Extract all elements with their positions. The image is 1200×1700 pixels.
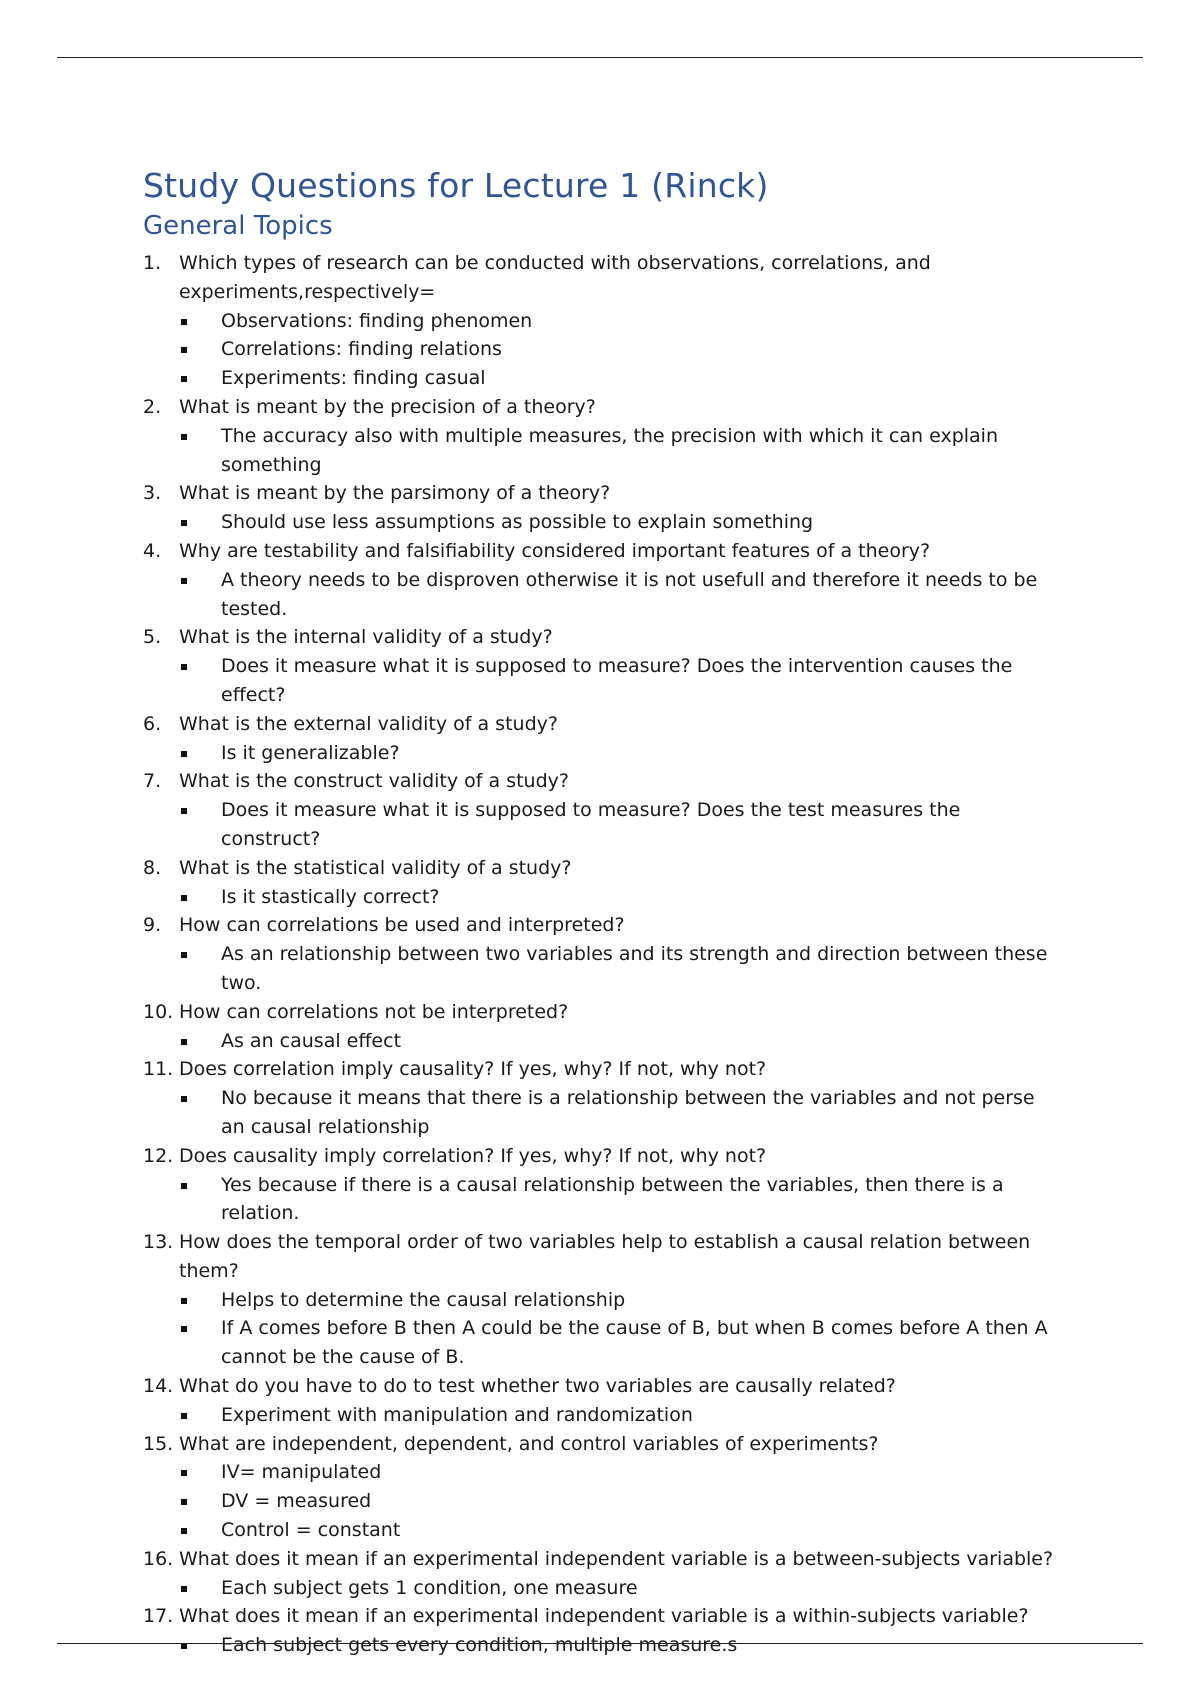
header-rule — [57, 57, 1143, 58]
document-title: Study Questions for Lecture 1 (Rinck) — [143, 166, 769, 205]
square-bullet-icon — [181, 1470, 187, 1476]
question-text: What are independent, dependent, and control variables of experiments? — [179, 1432, 879, 1455]
answer-text: Each subject gets every condition, multiple measure.s — [221, 1634, 738, 1657]
square-bullet-icon — [181, 434, 187, 440]
answer-list — [179, 940, 1063, 998]
answer-item — [179, 422, 1063, 480]
square-bullet-icon — [181, 751, 187, 757]
answer-item — [179, 1487, 1063, 1516]
question-item — [143, 911, 1063, 997]
answer-item — [179, 940, 1063, 998]
question-text: What does it mean if an experimental independent variable is a within-subjects variable? — [179, 1605, 1029, 1628]
question-number: 10. — [143, 1000, 174, 1023]
question-item — [143, 623, 1063, 709]
answer-list — [179, 1458, 1063, 1544]
answer-text: The accuracy also with multiple measures, the precision with which it can explain something — [221, 424, 998, 476]
answer-item — [179, 364, 1063, 393]
answer-text: A theory needs to be disproven otherwise it is not usefull and therefore it needs to be tested. — [221, 568, 1038, 620]
answer-list — [179, 307, 1063, 393]
question-list — [143, 249, 1063, 1660]
answer-list — [179, 652, 1063, 710]
answer-text: Yes because if there is a causal relationship between the variables, then there is a relation. — [221, 1173, 1004, 1225]
answer-item — [179, 566, 1063, 624]
square-bullet-icon — [181, 952, 187, 958]
question-number: 7. — [143, 770, 162, 793]
square-bullet-icon — [181, 1586, 187, 1592]
answer-text: Each subject gets 1 condition, one measure — [221, 1576, 638, 1599]
question-number: 6. — [143, 712, 162, 735]
square-bullet-icon — [181, 1413, 187, 1419]
question-text: What is the internal validity of a study? — [179, 626, 553, 649]
question-item — [143, 1430, 1063, 1545]
answer-item — [179, 796, 1063, 854]
square-bullet-icon — [181, 808, 187, 814]
answer-text: Does it measure what it is supposed to measure? Does the intervention causes the effect? — [221, 655, 1013, 706]
square-bullet-icon — [181, 895, 187, 901]
answer-item — [179, 1401, 1063, 1430]
answer-list — [179, 883, 1063, 912]
question-item — [143, 767, 1063, 853]
square-bullet-icon — [181, 1183, 187, 1189]
question-number: 8. — [143, 856, 162, 879]
question-number: 4. — [143, 539, 162, 562]
answer-list — [179, 1574, 1063, 1603]
answer-item — [179, 883, 1063, 912]
answer-list — [179, 1171, 1063, 1229]
square-bullet-icon — [181, 319, 187, 325]
square-bullet-icon — [181, 1326, 187, 1332]
answer-item — [179, 307, 1063, 336]
answer-text: Does it measure what it is supposed to measure? Does the test measures the construct? — [221, 799, 961, 850]
answer-text: If A comes before B then A could be the cause of B, but when B comes before A then A cannot be the cause of B. — [221, 1317, 1048, 1369]
question-number: 16. — [143, 1547, 174, 1570]
question-item — [143, 249, 1063, 393]
question-number: 11. — [143, 1058, 174, 1081]
question-item — [143, 1372, 1063, 1430]
question-item — [143, 1545, 1063, 1603]
square-bullet-icon — [181, 1096, 187, 1102]
question-item — [143, 479, 1063, 537]
question-text: What do you have to do to test whether two variables are causally related? — [179, 1375, 896, 1398]
answer-text: Is it stastically correct? — [221, 885, 440, 908]
answer-item — [179, 1631, 1063, 1660]
answer-list — [179, 1401, 1063, 1430]
question-item — [143, 1055, 1063, 1141]
question-item — [143, 537, 1063, 623]
section-heading: General Topics — [143, 211, 333, 241]
square-bullet-icon — [181, 578, 187, 584]
answer-text: DV = measured — [221, 1490, 372, 1513]
answer-item — [179, 1314, 1063, 1372]
question-text: What is meant by the parsimony of a theory? — [179, 482, 611, 505]
answer-text: As an relationship between two variables and its strength and direction between these two. — [221, 943, 1048, 994]
square-bullet-icon — [181, 1499, 187, 1505]
question-number: 1. — [143, 252, 162, 274]
answer-item — [179, 739, 1063, 768]
answer-text: Experiment with manipulation and randomization — [221, 1403, 693, 1426]
question-number: 2. — [143, 395, 162, 418]
answer-item — [179, 508, 1063, 537]
question-text: What is the construct validity of a study? — [179, 770, 569, 793]
answer-list — [179, 796, 1063, 854]
answer-list — [179, 1027, 1063, 1056]
square-bullet-icon — [181, 1039, 187, 1045]
answer-item — [179, 1574, 1063, 1603]
answer-text: Is it generalizable? — [221, 741, 400, 764]
question-number: 13. — [143, 1231, 174, 1254]
answer-text: Experiments: finding casual — [221, 367, 486, 390]
question-item — [143, 1228, 1063, 1372]
square-bullet-icon — [181, 347, 187, 353]
question-text: Does correlation imply causality? If yes, why? If not, why not? — [179, 1058, 767, 1081]
question-text: What is the external validity of a study? — [179, 712, 558, 735]
question-text: Why are testability and falsifiability considered important features of a theory? — [179, 539, 931, 562]
answer-list — [179, 739, 1063, 768]
question-number: 15. — [143, 1432, 174, 1455]
question-number: 12. — [143, 1144, 174, 1167]
square-bullet-icon — [181, 376, 187, 382]
question-number: 9. — [143, 914, 162, 937]
square-bullet-icon — [181, 664, 187, 670]
question-number: 14. — [143, 1375, 174, 1398]
question-text: How does the temporal order of two variables help to establish a causal relation between them? — [179, 1231, 1031, 1282]
answer-item — [179, 1084, 1063, 1142]
question-number: 5. — [143, 626, 162, 649]
answer-item — [179, 1286, 1063, 1315]
answer-text: No because it means that there is a relationship between the variables and not perse an causal relationship — [221, 1087, 1035, 1138]
square-bullet-icon — [181, 520, 187, 526]
question-item — [143, 998, 1063, 1056]
question-text: How can correlations not be interpreted? — [179, 1000, 569, 1023]
question-text: What does it mean if an experimental independent variable is a between-subjects variable? — [179, 1547, 1054, 1570]
question-item — [143, 710, 1063, 768]
answer-item — [179, 652, 1063, 710]
footer-rule — [57, 1643, 1143, 1644]
question-text: What is the statistical validity of a study? — [179, 856, 572, 879]
answer-list — [179, 566, 1063, 624]
answer-text: Should use less assumptions as possible to explain something — [221, 511, 814, 534]
answer-list — [179, 1631, 1063, 1660]
answer-list — [179, 508, 1063, 537]
answer-text: IV= manipulated — [221, 1461, 382, 1484]
square-bullet-icon — [181, 1643, 187, 1649]
square-bullet-icon — [181, 1528, 187, 1534]
question-text: How can correlations be used and interpreted? — [179, 914, 625, 937]
answer-item — [179, 1516, 1063, 1545]
answer-item — [179, 1458, 1063, 1487]
question-text: Which types of research can be conducted with observations, correlations, and experiments,respectively= — [179, 252, 931, 303]
question-item — [143, 393, 1063, 479]
answer-item — [179, 335, 1063, 364]
square-bullet-icon — [181, 1298, 187, 1304]
question-number: 3. — [143, 482, 162, 505]
answer-text: Correlations: finding relations — [221, 338, 502, 361]
question-text: Does causality imply correlation? If yes, why? If not, why not? — [179, 1144, 767, 1167]
answer-text: Observations: finding phenomen — [221, 309, 533, 332]
question-item — [143, 854, 1063, 912]
answer-list — [179, 1084, 1063, 1142]
answer-item — [179, 1171, 1063, 1229]
answer-list — [179, 1286, 1063, 1372]
question-number: 17. — [143, 1605, 174, 1628]
answer-text: Helps to determine the causal relationship — [221, 1288, 626, 1311]
answer-text: As an causal effect — [221, 1029, 402, 1052]
question-item — [143, 1142, 1063, 1228]
answer-item — [179, 1027, 1063, 1056]
answer-list — [179, 422, 1063, 480]
document-body — [143, 165, 1063, 1660]
question-item — [143, 1602, 1063, 1660]
answer-text: Control = constant — [221, 1519, 401, 1542]
question-text: What is meant by the precision of a theory? — [179, 395, 596, 418]
